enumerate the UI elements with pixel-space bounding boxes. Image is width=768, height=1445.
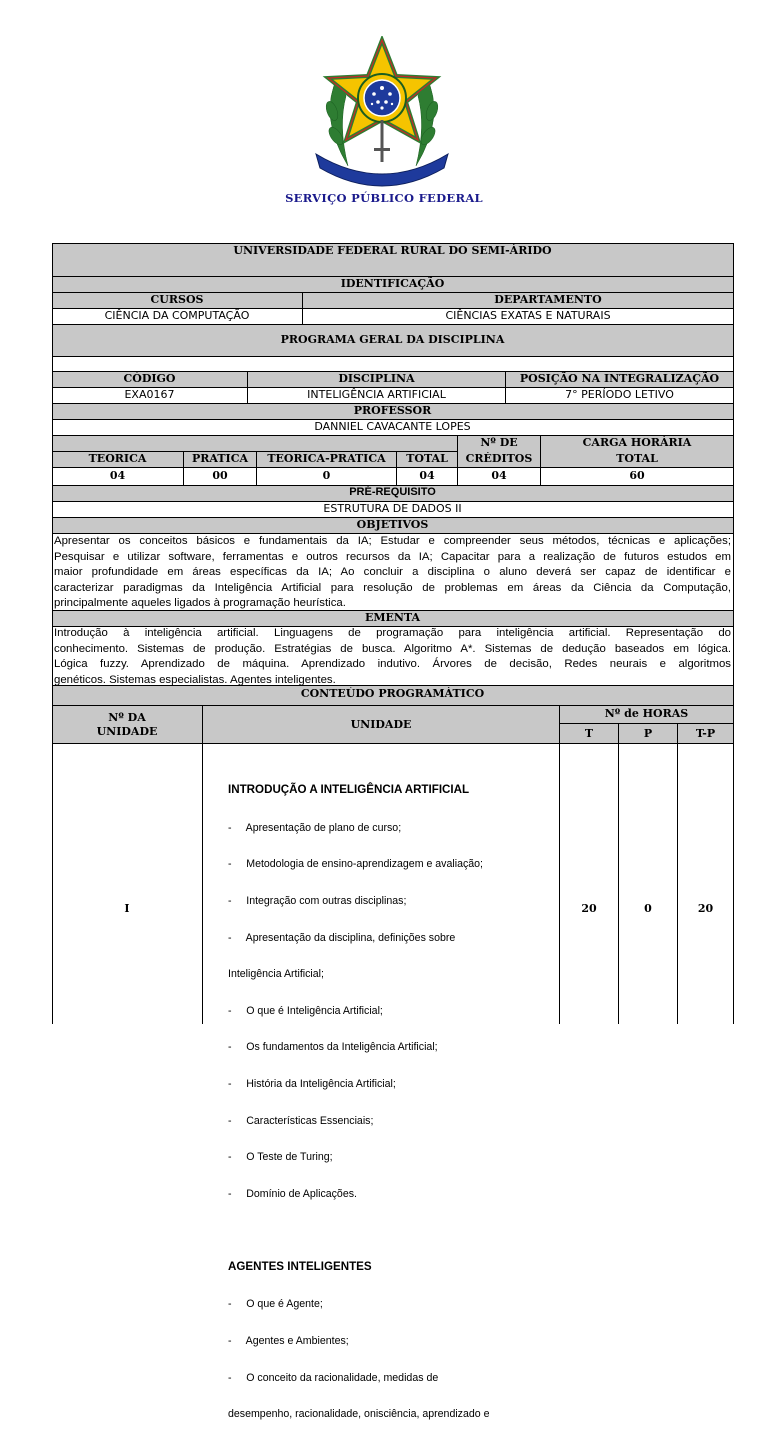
objectives-line: caracterizar paradigmas da Inteligência Artificial para resolução de problemas em áreas da Ciência da Computação, [54,581,731,594]
objectives-line: principalmente aqueles ligados à programação heurística. [54,597,346,609]
objectives-text [54,534,731,612]
total-value: 04 [419,469,435,482]
ementa-line: conhecimento. Sistemas de produção. Estratégias de busca. Algoritmo A*. Sistemas de dedução baseados em lógica. [54,642,731,655]
objectives-line: Apresentar os conceitos básicos e fundamentais da IA; Estudar e compreender seus métodos, técnicas e aplicações; [54,535,731,547]
p-hours: 0 [644,902,652,915]
workload-value: 60 [629,469,645,482]
objectives-label: OBJETIVOS [356,518,429,531]
discipline-label: DISCIPLINA [338,372,415,385]
national-seal-emblem [308,36,456,192]
ementa-text [54,626,731,688]
courses-label: CURSOS [150,293,204,306]
ementa-line: Introdução à inteligência artificial. Linguagens de programação para inteligência artificial. Representação do [54,627,731,639]
prereq-value: ESTRUTURA DE DADOS II [323,502,462,515]
tp-label: T-P [695,727,716,740]
ementa-line: genéticos. Sistemas especialistas. Agentes inteligentes. [54,673,336,686]
theory-value: 04 [109,469,126,482]
program-title: PROGRAMA GERAL DA DISCIPLINA [280,333,505,346]
list-item: - Metodologia de ensino-aprendizagem e avaliação; [228,858,483,871]
workload-label-1: CARGA HORÁRIA [582,436,692,449]
ementa-label: EMENTA [364,611,421,624]
list-item: - Características Essenciais; [228,1114,374,1127]
t-label: T [584,727,594,740]
list-item: - O que é Inteligência Artificial; [228,1004,383,1017]
tp-hours: 20 [697,902,714,915]
section-title: INTRODUÇÃO A INTELIGÊNCIA ARTIFICIAL [228,783,470,797]
practice-label: PRATICA [192,452,248,465]
t-hours: 20 [581,902,597,915]
professor-value: DANNIEL CAVACANTE LOPES [314,420,471,433]
position-value: 7° PERÍODO LETIVO [565,388,674,401]
list-item: - Os fundamentos da Inteligência Artificial; [228,1041,438,1054]
list-item: - Integração com outras disciplinas; [228,895,407,908]
professor-label: PROFESSOR [353,404,432,417]
credits-value: 04 [491,469,507,482]
p-label: P [643,727,653,740]
course-value: CIÊNCIA DA COMPUTAÇÃO [104,309,250,322]
hours-label: Nº de HORAS [604,707,689,720]
code-label: CÓDIGO [123,372,176,385]
objectives-line: maior profundidade em áreas específicas da IA; Ao concluir a disciplina o aluno deverá ser capaz de identificar e [54,566,731,578]
list-item: - Agentes e Ambientes; [228,1334,349,1347]
list-item: - Apresentação da disciplina, definições sobre [228,931,456,944]
university-name: UNIVERSIDADE FEDERAL RURAL DO SEMI-ÁRIDO [233,244,552,257]
unit-no-label-1: Nº DA [108,711,146,724]
list-item: Inteligência Artificial; [228,968,324,981]
credits-label-1: Nº DE [480,436,518,449]
prereq-label: PRÉ-REQUISITO [349,486,436,498]
unit-number: I [124,902,130,915]
list-item: - Domínio de Aplicações. [228,1187,357,1200]
unit-label: UNIDADE [350,718,412,731]
credits-label-2: CRÉDITOS [465,452,533,465]
list-item: desempenho, racionalidade, onisciência, aprendizado e [228,1408,490,1421]
unit-no-label-2: UNIDADE [96,725,158,738]
position-label: POSIÇÃO NA INTEGRALIZAÇÃO [519,372,720,385]
workload-label-2: TOTAL [616,452,658,465]
ementa-line: Lógica fuzzy. Aprendizado de máquina. Aprendizado indutivo. Árvores de decisão, Redes neurais e algoritmos [54,658,731,670]
code-value: EXA0167 [124,388,175,401]
list-item: - O Teste de Turing; [228,1151,333,1164]
total-label: TOTAL [406,452,448,465]
content-label: CONTEÚDO PROGRAMÁTICO [300,687,485,700]
theory-practice-value: 0 [322,469,331,482]
practice-value: 00 [212,469,228,482]
list-item: - História da Inteligência Artificial; [228,1078,396,1091]
list-item: - O que é Agente; [228,1298,323,1311]
list-item: - O conceito da racionalidade, medidas de [228,1371,439,1384]
list-item: - Apresentação de plano de curso; [228,821,402,834]
identification-label: IDENTIFICAÇÃO [340,277,445,290]
discipline-value: INTELIGÊNCIA ARTIFICIAL [307,388,446,401]
theory-label: TEORICA [88,452,147,465]
theory-practice-label: TEORICA-PRATICA [267,452,386,465]
department-label: DEPARTAMENTO [494,293,602,306]
objectives-line: Pesquisar e utilizar software, ferramentas e outros recursos da IA; Capacitar para a realização de futuros estudos em [54,550,731,563]
section-title: AGENTES INTELIGENTES [228,1259,372,1273]
unit-content [228,759,558,1445]
service-title: SERVIÇO PÚBLICO FEDERAL [285,191,483,205]
department-value: CIÊNCIAS EXATAS E NATURAIS [445,309,611,322]
